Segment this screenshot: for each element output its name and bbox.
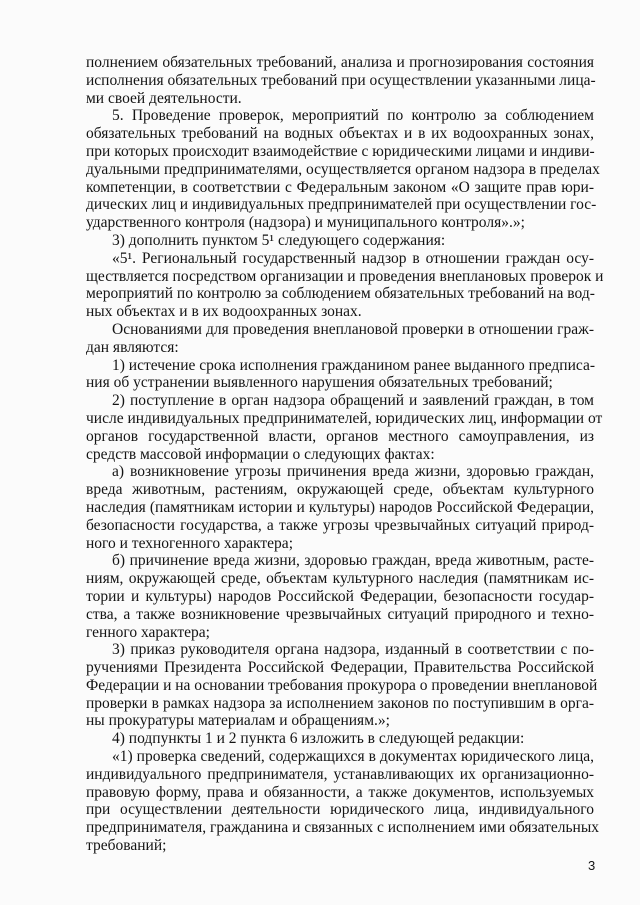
text-line: правовую форму, права и обязанности, а также документов, используемых: [86, 783, 594, 801]
text-line: 3) дополнить пунктом 5¹ следующего содержания:: [112, 231, 446, 249]
text-line: Федерации и на основании требования прокурора о проведении внеплановой: [86, 676, 598, 694]
text-line: безопасности государства, а также угрозы чрезвычайных ситуаций природ-: [86, 516, 594, 534]
text-line: ния об устранении выявленного нарушения обязательных требований;: [86, 374, 553, 392]
text-line: компетенции, в соответствии с Федеральным законом «О защите прав юри-: [86, 178, 594, 196]
text-line: органов государственной власти, органов местного самоуправления, из: [86, 427, 594, 445]
text-line: ны прокуратуры материалам и обращениям.»;: [86, 712, 390, 730]
text-line: средств массовой информации о следующих фактах:: [86, 445, 435, 463]
text-line: исполнения обязательных требований при осуществлении указанными лица-: [86, 71, 596, 89]
text-line: ручениями Президента Российской Федерации, Правительства Российской: [86, 659, 594, 677]
text-line: 3) приказ руководителя органа надзора, изданный в соответствии с по-: [112, 641, 594, 659]
text-line: 2) поступление в орган надзора обращений и заявлений граждан, в том: [112, 392, 594, 410]
text-line: 1) истечение срока исполнения гражданином ранее выданного предписа-: [112, 356, 595, 374]
text-line: предпринимателя, гражданина и связанных с исполнением ими обязательных: [86, 819, 600, 837]
text-line: проверки в рамках надзора за исполнением законов по поступившим в орга-: [86, 694, 594, 712]
text-line: наследия (памятникам истории и культуры) народов Российской Федерации,: [86, 498, 594, 516]
text-line: при осуществлении деятельности юридического лица, индивидуального: [86, 801, 594, 819]
page-number: 3: [588, 858, 596, 873]
text-line: мероприятий по контролю за соблюдением обязательных требований на вод-: [86, 285, 595, 303]
text-line: ства, а также возникновение чрезвычайных ситуаций природного и техно-: [86, 605, 594, 623]
text-line: дических лиц и индивидуальных предпринимателей при осуществлении гос-: [86, 196, 597, 214]
text-line: дан являются:: [86, 338, 179, 356]
text-line: а) возникновение угрозы причинения вреда жизни, здоровью граждан,: [112, 463, 594, 481]
text-line: 4) подпункты 1 и 2 пункта 6 изложить в следующей редакции:: [112, 730, 525, 748]
text-line: ных объектах и в их водоохранных зонах.: [86, 303, 362, 321]
text-line: ниям, окружающей среде, объектам культурного наследия (памятникам ис-: [86, 570, 594, 588]
text-line: вреда животным, растениям, окружающей среде, объектам культурного: [86, 481, 594, 499]
text-line: полнением обязательных требований, анализа и прогнозирования состояния: [86, 54, 594, 71]
document-body: [86, 54, 604, 855]
text-line: индивидуального предпринимателя, устанавливающих их организационно-: [86, 765, 594, 783]
text-line: 5. Проведение проверок, мероприятий по контролю за соблюдением: [112, 107, 594, 125]
text-line: обязательных требований на водных объектах и в их водоохранных зонах,: [86, 125, 594, 143]
text-line: «1) проверка сведений, содержащихся в документах юридического лица,: [112, 748, 594, 766]
text-line: б) причинение вреда жизни, здоровью граждан, вреда животным, расте-: [112, 552, 594, 570]
text-line: «5¹. Региональный государственный надзор в отношении граждан осу-: [112, 249, 594, 267]
text-line: при которых происходит взаимодействие с юридическими лицами и индиви-: [86, 142, 595, 160]
text-line: требований;: [86, 837, 167, 855]
text-line: ного и техногенного характера;: [86, 534, 293, 552]
text-line: тории и культуры) народов Российской Федерации, безопасности государ-: [86, 587, 594, 605]
text-line: ществляется посредством организации и проведения внеплановых проверок и: [86, 267, 604, 285]
text-line: ударственного контроля (надзора) и муниципального контроля».»;: [86, 214, 525, 232]
text-line: Основаниями для проведения внеплановой проверки в отношении граж-: [112, 320, 594, 338]
text-line: числе индивидуальных предпринимателей, юридических лиц, информации от: [86, 409, 603, 427]
text-line: ми своей деятельности.: [86, 89, 242, 107]
text-line: генного характера;: [86, 623, 210, 641]
text-line: дуальными предпринимателями, осуществляется органом надзора в пределах: [86, 160, 600, 178]
